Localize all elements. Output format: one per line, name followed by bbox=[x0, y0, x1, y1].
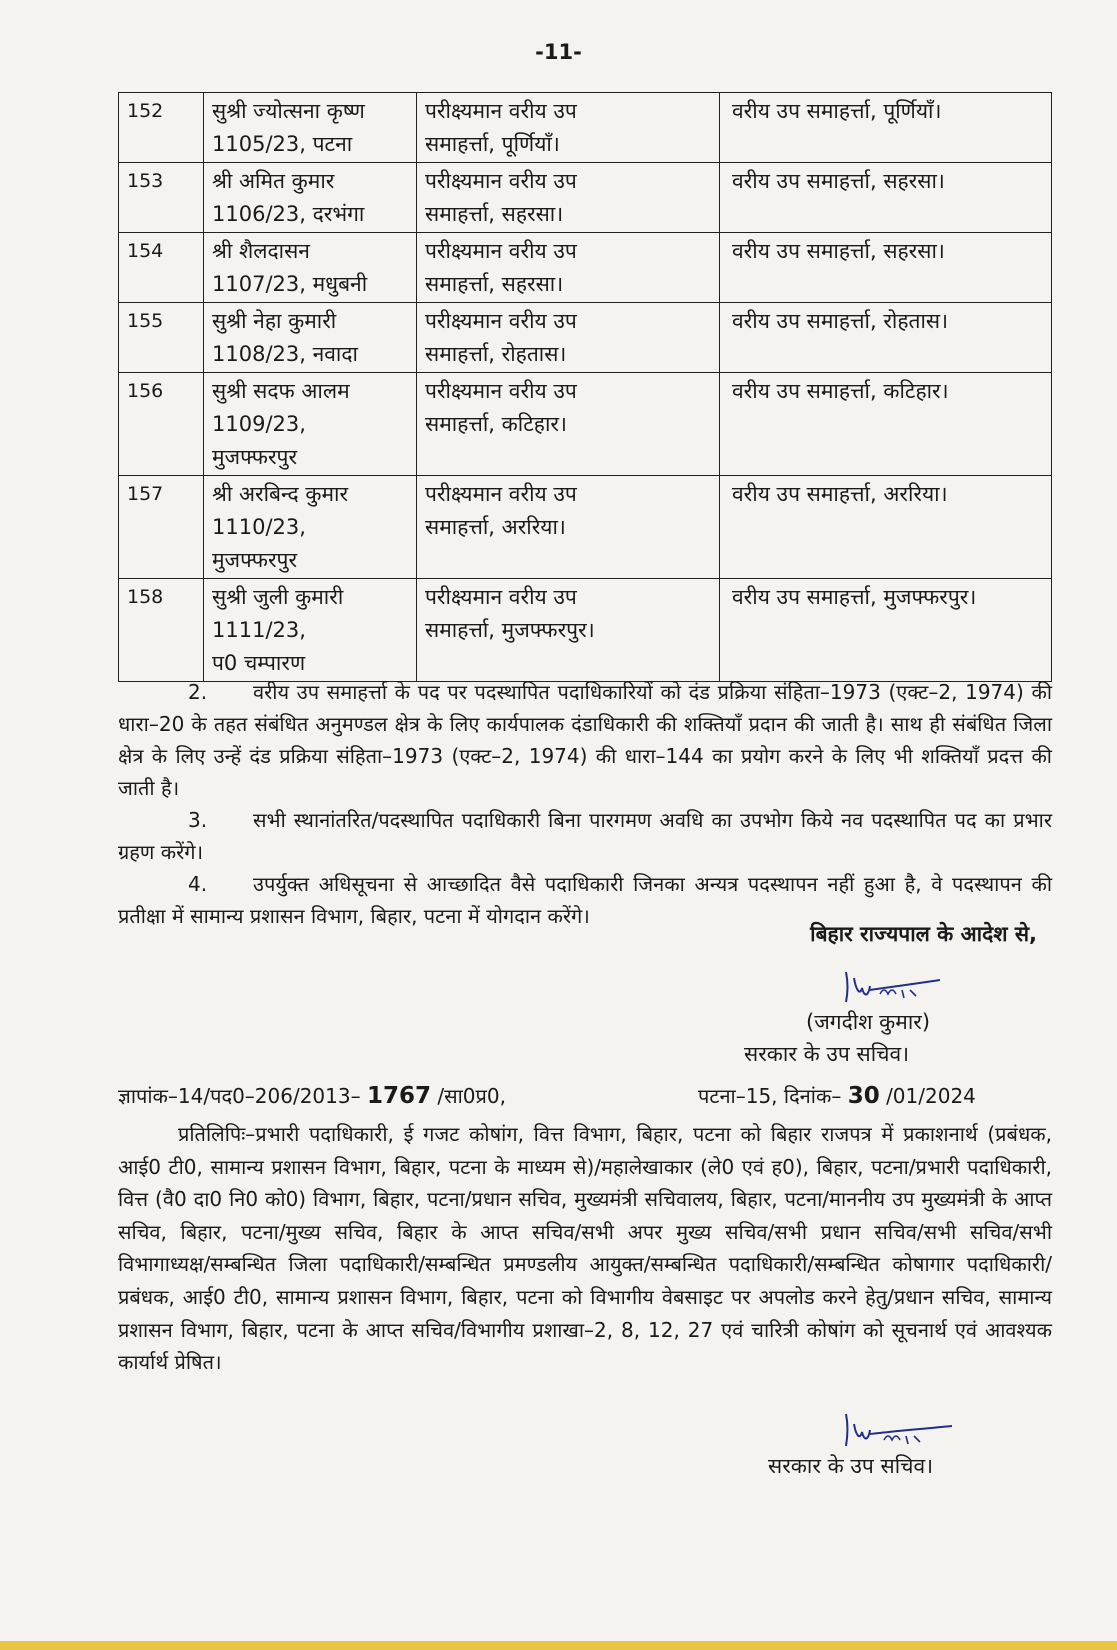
copy-to-paragraph: प्रतिलिपिः–प्रभारी पदाधिकारी, ई गजट कोषांग, वित्त विभाग, बिहार, पटना को बिहार राजपत्र में प्रकाशनार्थ (प्रबंधक, आई0 टी0, सामान्य प्रशासन विभाग, बिहार, पटना के माध्यम से)/महालेखाकार (ले0 एवं ह0), बिहार, पटना/प्रभारी पदाधिकारी, वित्त (वै0 दा0 नि0 को0) विभाग, बिहार, पटना/प्रधान सचिव, मुख्यमंत्री सचिवालय, बिहार, पटना/माननीय उप मुख्यमंत्री के आप्त सचिव, बिहार, पटना/मुख्य सचिव, बिहार के आप्त सचिव/सभी अपर मुख्य सचिव/सभी प्रधान सचिव/सभी सचिव/सभी विभागाध्यक्ष/सम्बन्धित जिला पदाधिकारी/सम्बन्धित प्रमण्डलीय आयुक्त/सम्बन्धित पदाधिकारी/सम्बन्धित कोषागार पदाधिकारी/प्रबंधक, आई0 टी0, सामान्य प्रशासन विभाग, बिहार, पटना को विभागीय वेबसाइट पर अपलोड करने हेतु/प्रधान सचिव, सामान्य प्रशासन विभाग, बिहार, पटना के आप्त सचिव/विभागीय प्रशाखा–2, 8, 12, 27 एवं चारित्री कोषांग को सूचनार्थ एवं आवश्यक कार्यार्थ प्रेषित। bbox=[118, 1122, 1052, 1375]
table-row bbox=[119, 93, 1052, 163]
current-post-cell: परीक्ष्यमान वरीय उप समाहर्त्ता, कटिहार। bbox=[417, 373, 720, 476]
paragraph-2: 2. वरीय उप समाहर्त्ता के पद पर पदस्थापित पदाधिकारियों को दंड प्रक्रिया संहिता–1973 (एक्ट–2, 1974) की धारा–20 के तहत संबंधित अनुमण्डल क्षेत्र के लिए कार्यपालक दंडाधिकारी की शक्तियाँ प्रदान की जाती है। साथ ही संबंधित जिला क्षेत्र के लिए उन्हें दंड प्रक्रिया संहिता–1973 (एक्ट–2, 1974) की धारा–144 का प्रयोग करने के लिए भी शक्तियाँ प्रदत्त की जाती है। bbox=[118, 680, 1052, 800]
table-row bbox=[119, 233, 1052, 303]
table-row bbox=[119, 373, 1052, 476]
officer-name-cell: श्री शैलदासन 1107/23, मधुबनी bbox=[204, 233, 417, 303]
paragraph-3: 3. सभी स्थानांतरित/पदस्थापित पदाधिकारी बिना पारगमण अवधि का उपभोग किये नव पदस्थापित पद का प्रभार ग्रहण करेंगे। bbox=[118, 808, 1052, 864]
page-number: -11- bbox=[535, 40, 582, 64]
new-posting-cell: वरीय उप समाहर्त्ता, अररिया। bbox=[720, 476, 1052, 579]
new-posting-cell: वरीय उप समाहर्त्ता, रोहतास। bbox=[720, 303, 1052, 373]
serial-number-cell: 153 bbox=[119, 163, 204, 233]
paragraph-4: 4. उपर्युक्त अधिसूचना से आच्छादित वैसे पदाधिकारी जिनका अन्यत्र पदस्थापन नहीं हुआ है, वे पदस्थापन की प्रतीक्षा में सामान्य प्रशासन विभाग, बिहार, पटना में योगदान करेंगे। bbox=[118, 872, 1052, 928]
new-posting-cell: वरीय उप समाहर्त्ता, पूर्णियाँ। bbox=[720, 93, 1052, 163]
new-posting-cell: वरीय उप समाहर्त्ता, सहरसा। bbox=[720, 163, 1052, 233]
serial-number-cell: 157 bbox=[119, 476, 204, 579]
current-post-cell: परीक्ष्यमान वरीय उप समाहर्त्ता, रोहतास। bbox=[417, 303, 720, 373]
table-row bbox=[119, 476, 1052, 579]
officer-name-cell: सुश्री जुली कुमारी 1111/23, प0 चम्पारण bbox=[204, 579, 417, 682]
officer-name-cell: सुश्री ज्योत्सना कृष्ण 1105/23, पटना bbox=[204, 93, 417, 163]
table-row bbox=[119, 579, 1052, 682]
paragraphs bbox=[118, 676, 1052, 932]
signatory-designation: सरकार के उप सचिव। bbox=[744, 1042, 910, 1066]
current-post-cell: परीक्ष्यमान वरीय उप समाहर्त्ता, सहरसा। bbox=[417, 233, 720, 303]
posting-table bbox=[118, 92, 1052, 682]
memo-number: ज्ञापांक–14/पद0–206/2013– 1767 /सा0प्र0, bbox=[118, 1083, 506, 1109]
serial-number-cell: 155 bbox=[119, 303, 204, 373]
officer-name-cell: श्री अमित कुमार 1106/23, दरभंगा bbox=[204, 163, 417, 233]
officer-name-cell: श्री अरबिन्द कुमार 1110/23, मुजफ्फरपुर bbox=[204, 476, 417, 579]
new-posting-cell: वरीय उप समाहर्त्ता, कटिहार। bbox=[720, 373, 1052, 476]
signature-2 bbox=[840, 1410, 960, 1454]
current-post-cell: परीक्ष्यमान वरीय उप समाहर्त्ता, सहरसा। bbox=[417, 163, 720, 233]
serial-number-cell: 158 bbox=[119, 579, 204, 682]
page-edge bbox=[0, 1641, 1117, 1650]
signatory-name: (जगदीश कुमार) bbox=[806, 1010, 931, 1034]
new-posting-cell: वरीय उप समाहर्त्ता, सहरसा। bbox=[720, 233, 1052, 303]
current-post-cell: परीक्ष्यमान वरीय उप समाहर्त्ता, पूर्णियाँ। bbox=[417, 93, 720, 163]
serial-number-cell: 152 bbox=[119, 93, 204, 163]
governor-order-line: बिहार राज्यपाल के आदेश से, bbox=[810, 922, 1037, 946]
table-row bbox=[119, 303, 1052, 373]
officer-name-cell: सुश्री नेहा कुमारी 1108/23, नवादा bbox=[204, 303, 417, 373]
serial-number-cell: 156 bbox=[119, 373, 204, 476]
new-posting-cell: वरीय उप समाहर्त्ता, मुजफ्फरपुर। bbox=[720, 579, 1052, 682]
table-row bbox=[119, 163, 1052, 233]
current-post-cell: परीक्ष्यमान वरीय उप समाहर्त्ता, मुजफ्फरपुर। bbox=[417, 579, 720, 682]
serial-number-cell: 154 bbox=[119, 233, 204, 303]
officer-name-cell: सुश्री सदफ आलम 1109/23, मुजफ्फरपुर bbox=[204, 373, 417, 476]
signatory-designation-2: सरकार के उप सचिव। bbox=[768, 1454, 934, 1478]
memo-date: पटना–15, दिनांक– 30 /01/2024 bbox=[698, 1083, 976, 1109]
current-post-cell: परीक्ष्यमान वरीय उप समाहर्त्ता, अररिया। bbox=[417, 476, 720, 579]
